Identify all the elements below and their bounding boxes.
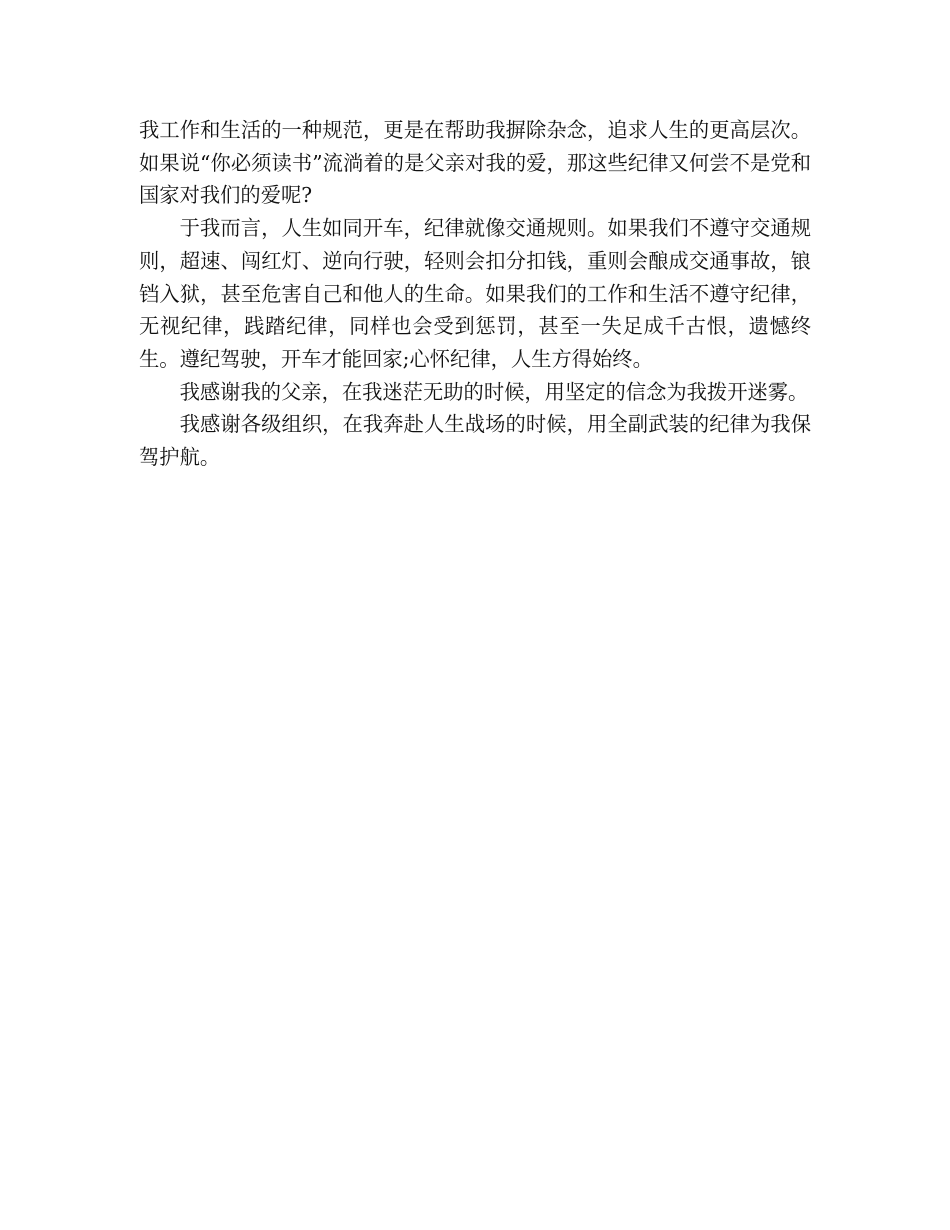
paragraph-continuation: 我工作和生活的一种规范，更是在帮助我摒除杂念，追求人生的更高层次。如果说“你必须读书”流淌着的是父亲对我的爱，那这些纪律又何尝不是党和国家对我们的爱呢? [139, 118, 811, 208]
paragraph-life-as-driving: 于我而言，人生如同开车，纪律就像交通规则。如果我们不遵守交通规则，超速、闯红灯、逆向行驶，轻则会扣分扣钱，重则会酿成交通事故，锒铛入狱，甚至危害自己和他人的生命。如果我们的工作和生活不遵守纪律，无视纪律，践踏纪律，同样也会受到惩罚，甚至一失足成千古恨，遗憾终生。遵纪驾驶，开车才能回家;心怀纪律，人生方得始终。 [139, 216, 811, 371]
paragraph-thanks-father: 我感谢我的父亲，在我迷茫无助的时候，用坚定的信念为我拨开迷雾。 [179, 379, 809, 404]
paragraph-thanks-organizations: 我感谢各级组织，在我奔赴人生战场的时候，用全副武装的纪律为我保驾护航。 [139, 412, 811, 470]
document-body [139, 114, 811, 474]
